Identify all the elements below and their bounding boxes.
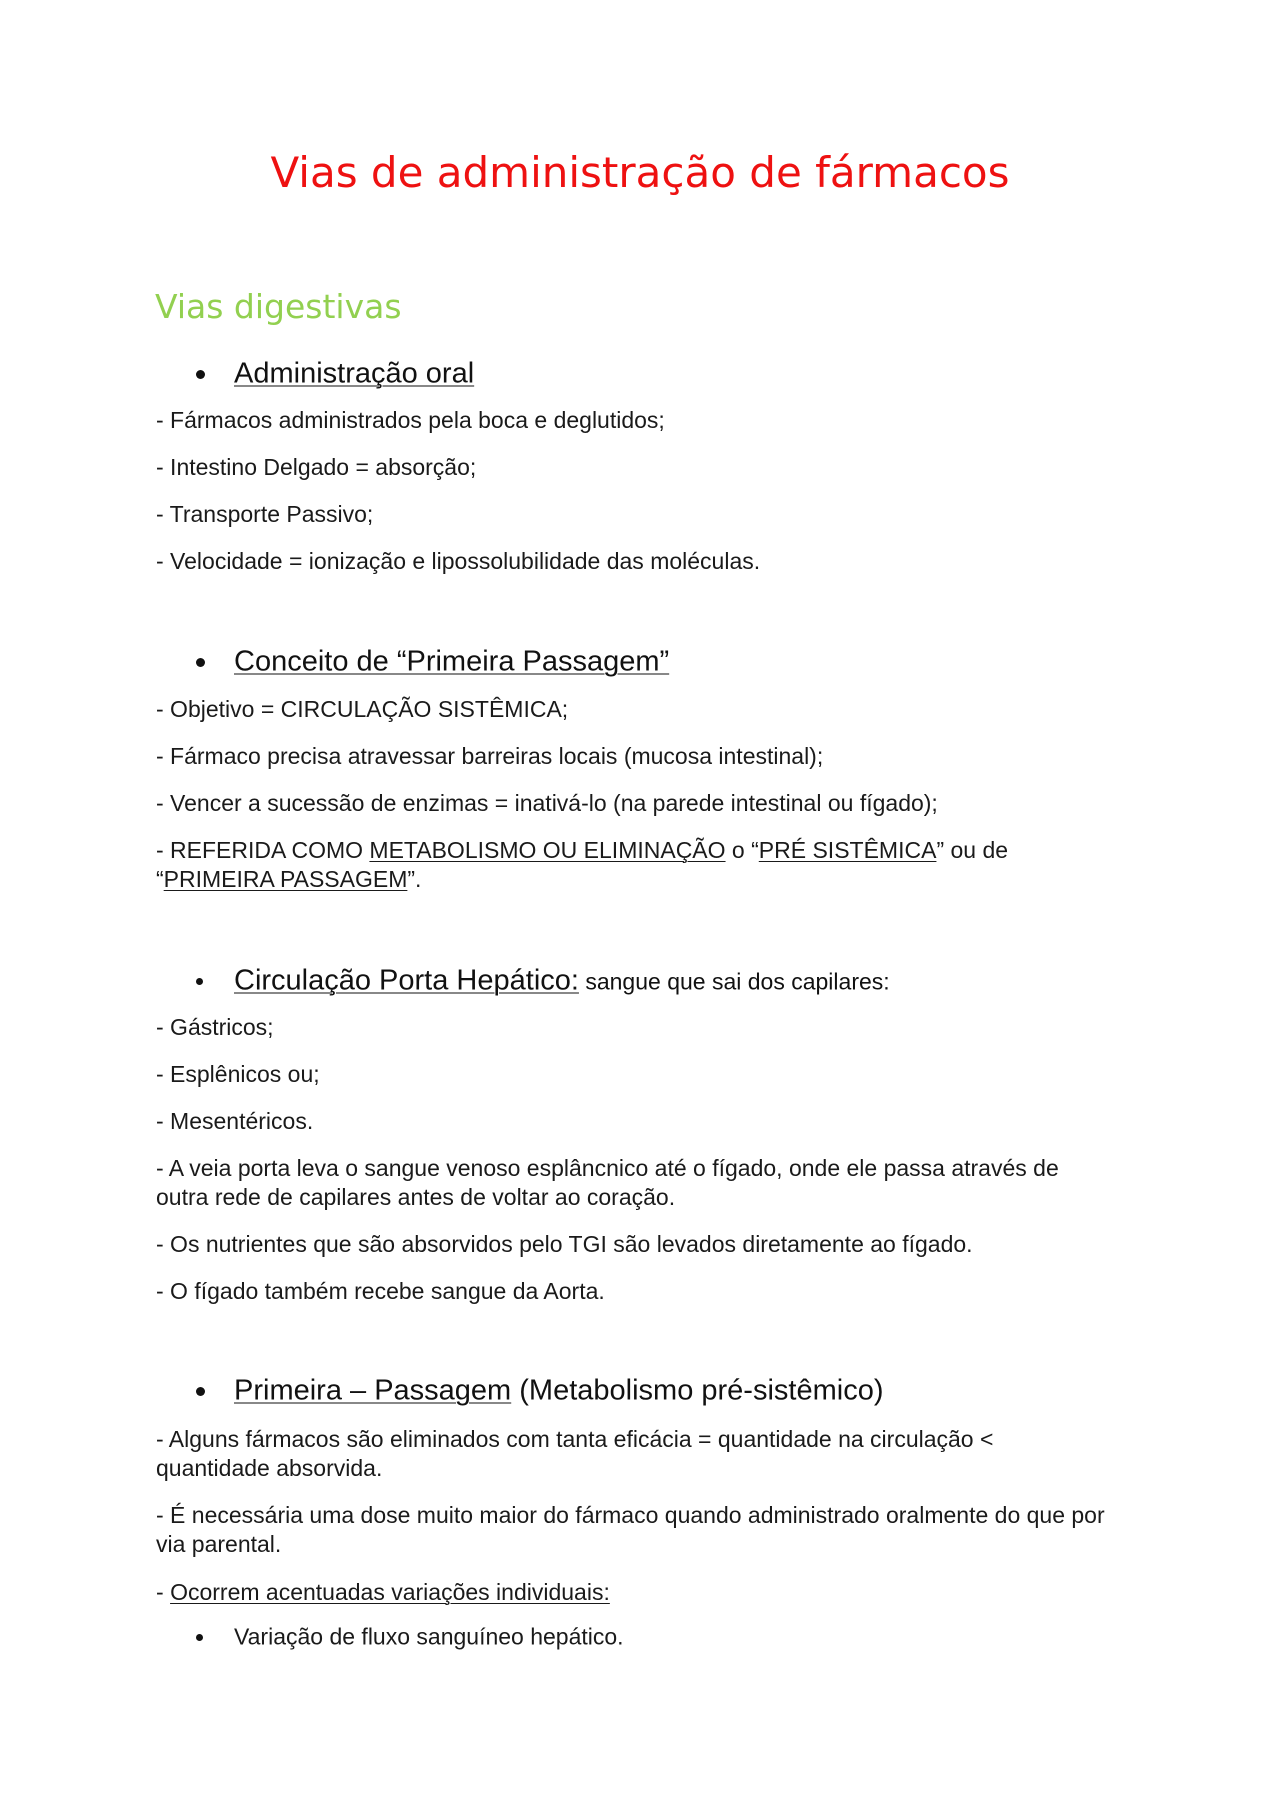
heading-text: Circulação Porta Hepático: sangue que sai dos capilares: [234,964,890,997]
section-title-vias-digestivas: Vias digestivas [155,287,402,326]
paragraph: - O fígado também recebe sangue da Aorta. [156,1278,605,1304]
page-title: Vias de administração de fármacos [270,148,1010,197]
bullet-icon [196,658,205,667]
paragraph: - Transporte Passivo; [156,501,374,527]
paragraph: - Vencer a sucessão de enzimas = inativá-lo (na parede intestinal ou fígado); [156,790,938,816]
list-item-text: Variação de fluxo sanguíneo hepático. [234,1623,624,1650]
heading-text: Primeira – Passagem (Metabolismo pré-sistêmico) [234,1374,884,1407]
bullet-icon [196,978,203,985]
paragraph: - A veia porta leva o sangue venoso esplâncnico até o fígado, onde ele passa através de outra rede de capilares antes de voltar ao coração. [156,1155,1059,1210]
bullet-icon [196,1634,203,1641]
paragraph: - Intestino Delgado = absorção; [156,454,477,480]
paragraph: - Fármaco precisa atravessar barreiras locais (mucosa intestinal); [156,743,824,769]
paragraph: - Alguns fármacos são eliminados com tanta eficácia = quantidade na circulação < quantidade absorvida. [156,1426,994,1481]
paragraph: - Objetivo = CIRCULAÇÃO SISTÊMICA; [156,696,569,722]
bullet-icon [196,370,205,379]
paragraph: - Velocidade = ionização e lipossolubilidade das moléculas. [156,548,761,574]
paragraph: - Fármacos administrados pela boca e deglutidos; [156,407,665,433]
paragraph-referida: - REFERIDA COMO METABOLISMO OU ELIMINAÇÃO o “PRÉ SISTÊMICA” ou de “PRIMEIRA PASSAGEM”. [156,837,1009,892]
paragraph-variacoes: - Ocorrem acentuadas variações individuais: [156,1579,610,1605]
paragraph: - Os nutrientes que são absorvidos pelo TGI são levados diretamente ao fígado. [156,1231,973,1257]
paragraph: - Mesentéricos. [156,1108,314,1134]
heading-text: Conceito de “Primeira Passagem” [234,645,670,678]
bullet-icon [196,1387,205,1396]
paragraph: - É necessária uma dose muito maior do fármaco quando administrado oralmente do que por via parental. [156,1502,1105,1557]
paragraph: - Gástricos; [156,1014,274,1040]
heading-text: Administração oral [234,357,475,390]
paragraph: - Esplênicos ou; [156,1061,320,1087]
